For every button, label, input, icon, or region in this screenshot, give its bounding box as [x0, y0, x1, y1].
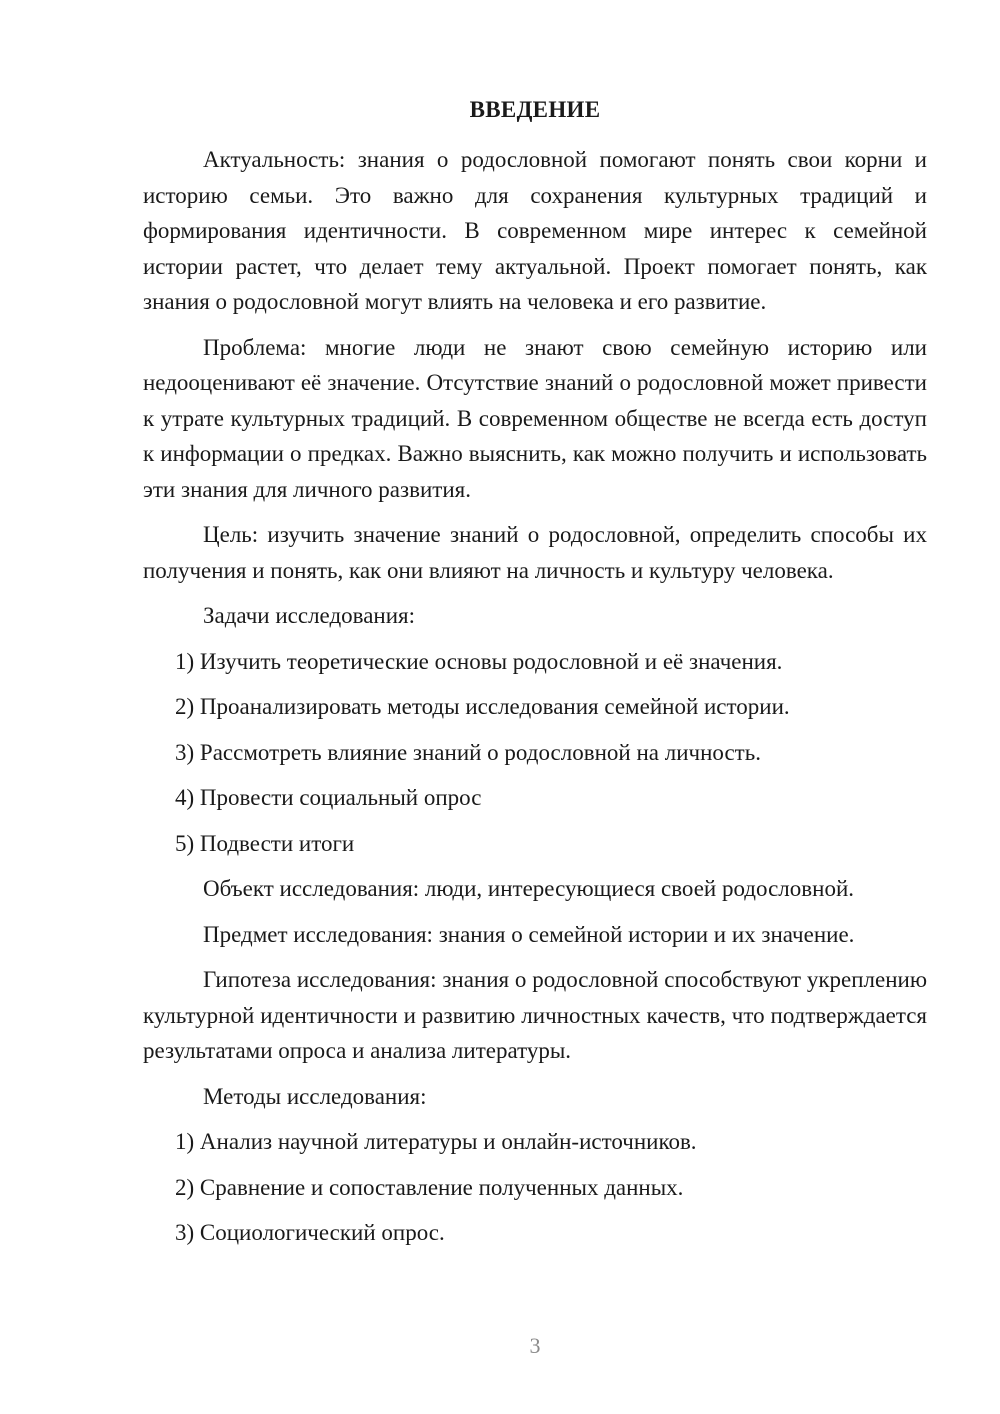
list-item: 1) Изучить теоретические основы родословной и её значения. [175, 648, 783, 674]
list-item: 3) Социологический опрос. [175, 1220, 445, 1245]
list-item: 2) Сравнение и сопоставление полученных данных. [175, 1174, 684, 1200]
section-title: ВВЕДЕНИЕ [469, 97, 601, 122]
tasks-list [143, 644, 927, 862]
methods-heading: Методы исследования: [203, 1083, 427, 1109]
object-paragraph: Объект исследования: люди, интересующиеся своей родословной. [203, 876, 854, 901]
page-number: 3 [529, 1333, 541, 1358]
problem-paragraph: Проблема: многие люди не знают свою семейную историю или недооценивают её значение. Отсутствие знаний о родословной может привести к утрате культурных традиций. В современном обществе не всегда есть доступ к информации о предках. Важно выяснить, как можно получить и использовать эти знания для личного развития. [143, 334, 927, 502]
list-item: 5) Подвести итоги [175, 830, 355, 856]
list-item: 3) Рассмотреть влияние знаний о родословной на личность. [175, 739, 761, 765]
methods-list [143, 1124, 927, 1251]
hypothesis-paragraph: Гипотеза исследования: знания о родословной способствуют укреплению культурной идентичности и развитию личностных качеств, что подтверждается результатами опроса и анализа литературы. [143, 967, 927, 1063]
tasks-heading: Задачи исследования: [203, 603, 416, 628]
list-item: 1) Анализ научной литературы и онлайн-источников. [175, 1129, 697, 1154]
goal-paragraph: Цель: изучить значение знаний о родословной, определить способы их получения и понять, как они влияют на личность и культуру человека. [143, 522, 927, 583]
list-item: 2) Проанализировать методы исследования семейной истории. [175, 694, 790, 719]
subject-paragraph: Предмет исследования: знания о семейной истории и их значение. [203, 921, 855, 947]
document-body [143, 142, 927, 1261]
list-item: 4) Провести социальный опрос [175, 785, 482, 810]
relevance-paragraph: Актуальность: знания о родословной помогают понять свои корни и историю семьи. Это важно для сохранения культурных традиций и формирования идентичности. В современном мире интерес к семейной истории растет, что делает тему актуальной. Проект помогает понять, как знания о родословной могут влиять на человека и его развитие. [143, 147, 927, 314]
